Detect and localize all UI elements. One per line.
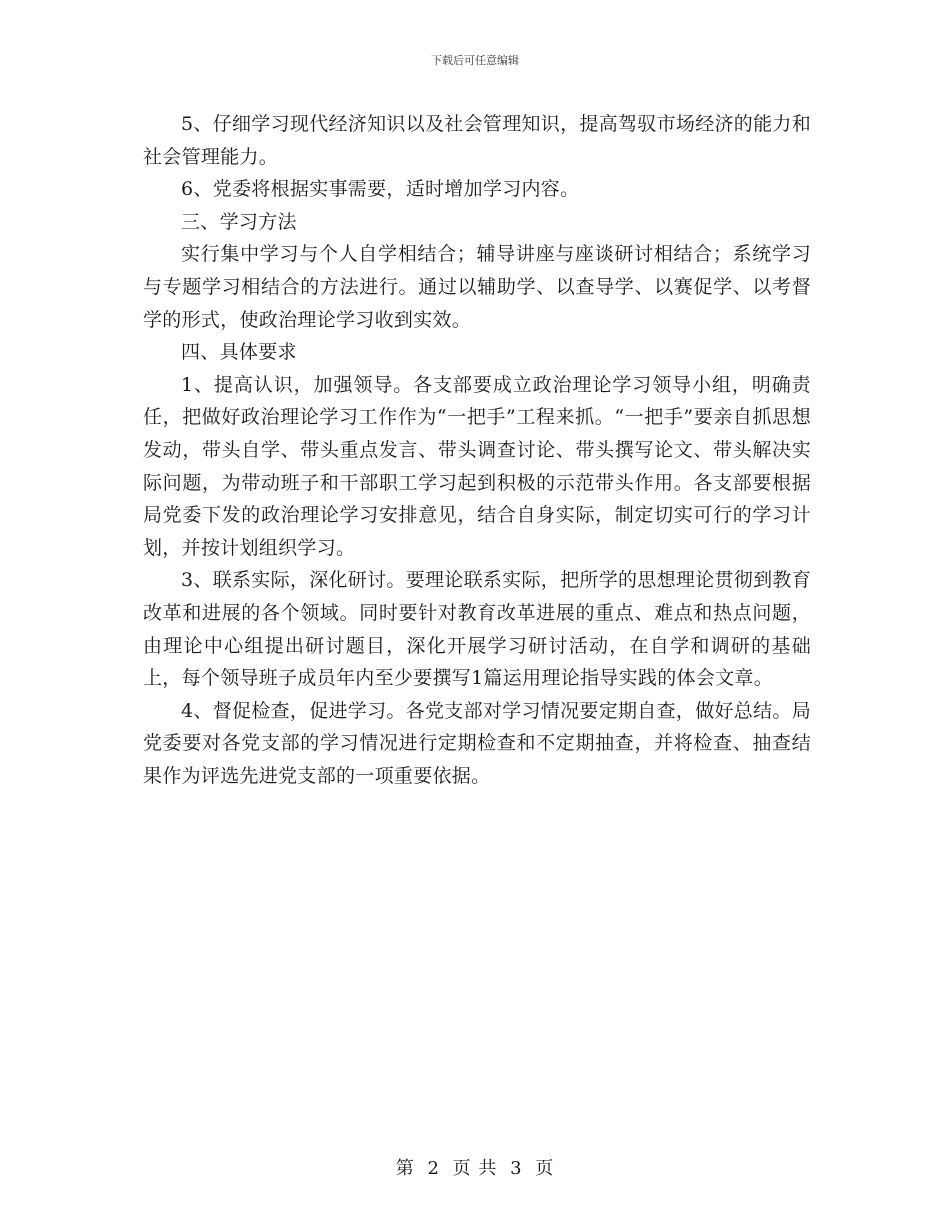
total-page-number: 3	[510, 1158, 523, 1179]
page-header: 下载后可任意编辑	[431, 54, 519, 67]
footer-middle: 页 共	[452, 1158, 498, 1179]
paragraph-requirement-4: 4、督促检查，促进学习。各党支部对学习情况要定期自查，做好总结。局党委要对各党支部的学习情况进行定期检查和不定期抽查，并将检查、抽查结果作为评选先进党支部的一项重要依据。	[143, 699, 811, 787]
paragraph-requirement-1: 1、提高认识，加强领导。各支部要成立政治理论学习领导小组，明确责任，把做好政治理论学习工作作为“一把手”工程来抓。“一把手”要亲自抓思想发动，带头自学、带头重点发言、带头调查讨论、带头撰写论文、带头解决实际问题，为带动班子和干部职工学习起到积极的示范带头作用。各支部要根据局党委下发的政治理论学习安排意见，结合自身实际，制定切实可行的学习计划，并按计划组织学习。	[143, 373, 811, 559]
footer-prefix: 第	[395, 1158, 415, 1179]
paragraph-item-5: 5、仔细学习现代经济知识以及社会管理知识，提高驾驭市场经济的能力和社会管理能力。	[143, 113, 811, 168]
paragraph-item-6: 6、党委将根据实事需要，适时增加学习内容。	[181, 178, 580, 201]
current-page-number: 2	[427, 1158, 440, 1179]
page-footer	[0, 1154, 950, 1180]
section-heading-requirements: 四、具体要求	[181, 341, 297, 364]
paragraph-methods: 实行集中学习与个人自学相结合；辅导讲座与座谈研讨相结合；系统学习与专题学习相结合的方法进行。通过以辅助学、以查导学、以赛促学、以考督学的形式，使政治理论学习收到实效。	[143, 243, 811, 331]
section-heading-methods: 三、学习方法	[181, 210, 297, 233]
footer-suffix: 页	[535, 1158, 555, 1179]
document-body	[143, 108, 811, 792]
paragraph-requirement-3: 3、联系实际，深化研讨。要理论联系实际，把所学的思想理论贯彻到教育改革和进展的各个领域。同时要针对教育改革进展的重点、难点和热点问题，由理论中心组提出研讨题目，深化开展学习研讨活动，在自学和调研的基础上，每个领导班子成员年内至少要撰写1篇运用理论指导实践的体会文章。	[143, 569, 811, 690]
